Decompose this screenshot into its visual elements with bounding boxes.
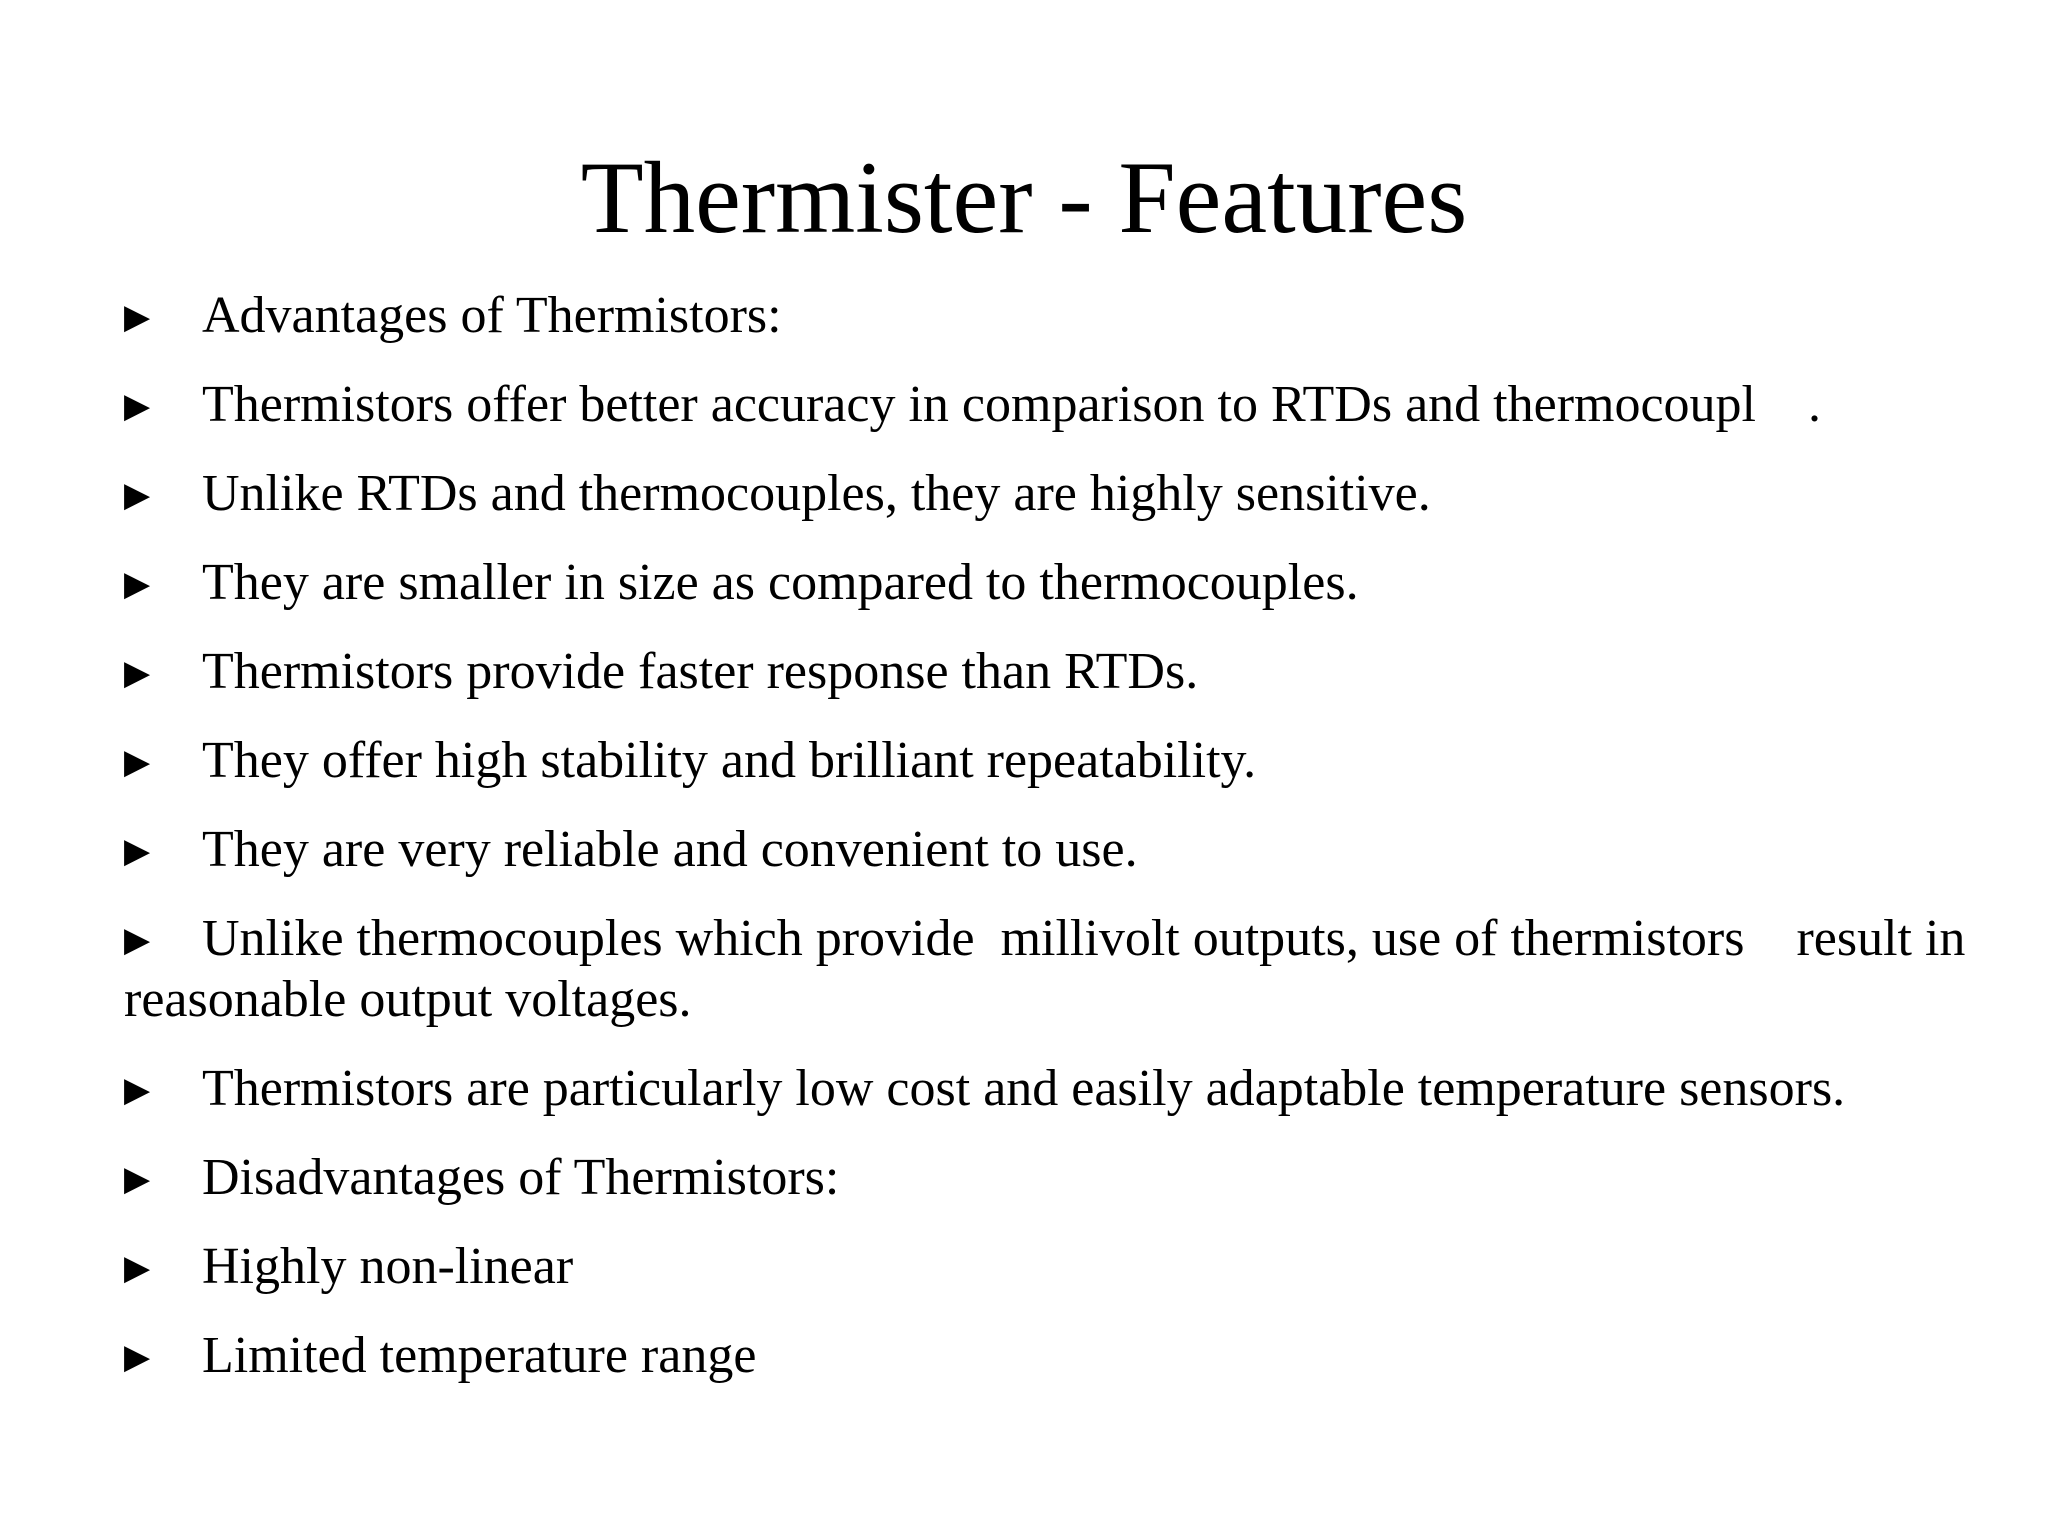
bullet-item <box>124 464 2044 525</box>
triangle-right-icon: ▶ <box>124 386 151 426</box>
bullet-text: They are smaller in size as compared to thermocouples. <box>202 554 1359 611</box>
bullet-text: Highly non-linear <box>202 1238 574 1295</box>
bullet-item <box>124 820 2044 881</box>
bullet-text: They offer high stability and brilliant repeatability. <box>202 732 1257 789</box>
bullet-item <box>124 909 2044 1029</box>
triangle-right-icon: ▶ <box>124 297 151 337</box>
bullet-text: Limited temperature range <box>202 1327 757 1384</box>
bullet-item <box>124 375 2044 436</box>
bullet-item <box>124 286 2044 347</box>
triangle-right-icon: ▶ <box>124 564 151 604</box>
bullet-item <box>124 1059 2044 1120</box>
triangle-right-icon: ▶ <box>124 1070 151 1110</box>
bullet-item <box>124 731 2044 792</box>
triangle-right-icon: ▶ <box>124 475 151 515</box>
bullet-text: Advantages of Thermistors: <box>202 287 782 344</box>
bullet-text: Unlike RTDs and thermocouples, they are highly sensitive. <box>202 465 1431 522</box>
triangle-right-icon: ▶ <box>124 742 151 782</box>
bullet-text: Thermistors provide faster response than RTDs. <box>202 643 1199 700</box>
triangle-right-icon: ▶ <box>124 1248 151 1288</box>
bullet-list <box>124 286 2044 1415</box>
bullet-text: Disadvantages of Thermistors: <box>202 1149 840 1206</box>
bullet-item <box>124 642 2044 703</box>
triangle-right-icon: ▶ <box>124 920 151 960</box>
bullet-item <box>124 1148 2044 1209</box>
triangle-right-icon: ▶ <box>124 653 151 693</box>
bullet-text: Thermistors are particularly low cost and easily adaptable temperature sensors. <box>202 1060 1846 1117</box>
triangle-right-icon: ▶ <box>124 831 151 871</box>
bullet-text: Thermistors offer better accuracy in comparison to RTDs and thermocoupl . <box>202 376 1821 433</box>
bullet-text: Unlike thermocouples which provide millivolt outputs, use of thermistors result in reasonable output voltages. <box>124 910 1979 1028</box>
triangle-right-icon: ▶ <box>124 1159 151 1199</box>
bullet-item <box>124 1326 2044 1387</box>
bullet-item <box>124 553 2044 614</box>
triangle-right-icon: ▶ <box>124 1337 151 1377</box>
bullet-item <box>124 1237 2044 1298</box>
slide-title: Thermister - Features <box>580 141 1468 255</box>
bullet-text: They are very reliable and convenient to use. <box>202 821 1138 878</box>
